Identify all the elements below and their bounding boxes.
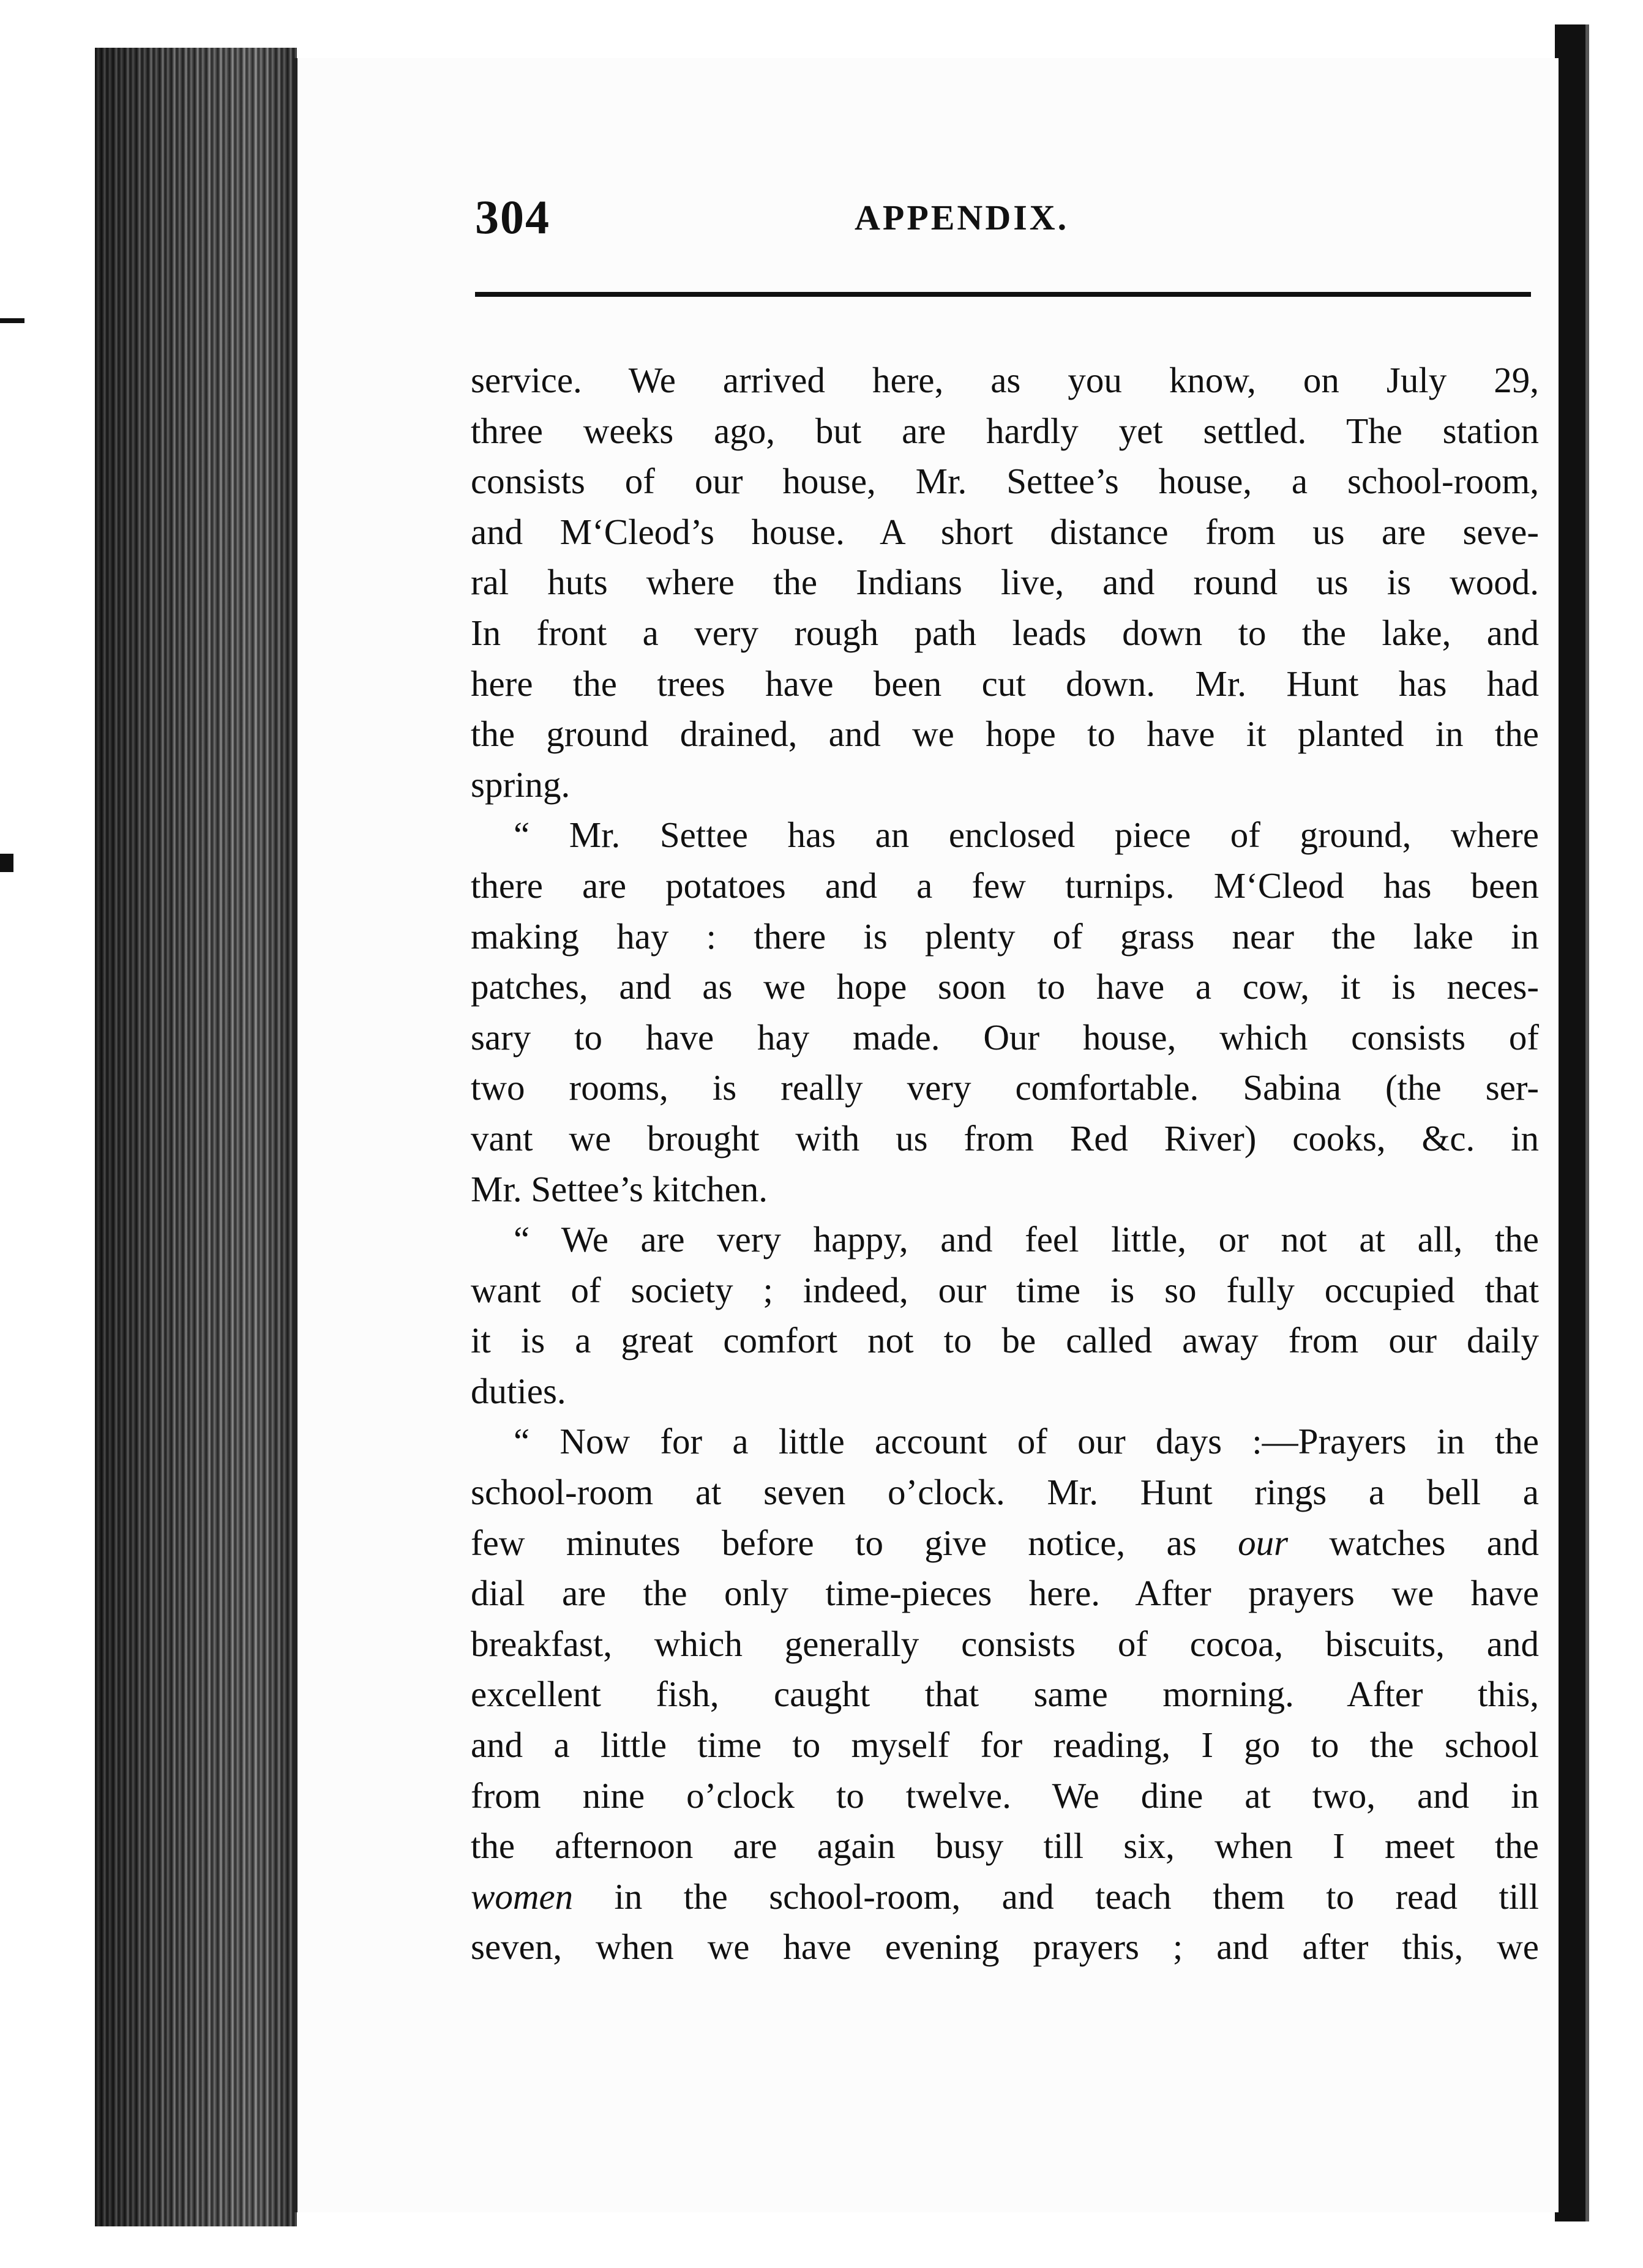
text-line: consists of our house, Mr. Settee’s house, a school-room, — [471, 461, 1539, 502]
binding-edge — [1555, 24, 1585, 2221]
text-line: dial are the only time-pieces here. After prayers we have — [471, 1573, 1539, 1614]
text-line: there are potatoes and a few turnips. M‘Cleod has been — [471, 865, 1539, 906]
text-line: seven, when we have evening prayers ; and after this, we — [471, 1927, 1539, 1968]
binding-edge-highlight — [1585, 24, 1589, 2221]
text-line: it is a great comfort not to be called away from our daily — [471, 1320, 1539, 1361]
text-line: “ Mr. Settee has an enclosed piece of ground, where — [514, 815, 1539, 856]
text-line: patches, and as we hope soon to have a cow, it is neces- — [471, 966, 1539, 1007]
text-line: duties. — [471, 1370, 566, 1411]
text-line: and M‘Cleod’s house. A short distance from us are seve- — [471, 511, 1539, 552]
running-head: APPENDIX. — [855, 198, 1069, 237]
text-line: want of society ; indeed, our time is so fully occupied that — [471, 1269, 1539, 1310]
scan-speck — [0, 318, 24, 323]
scan-speck — [0, 854, 13, 872]
page-edge-stack — [95, 48, 297, 2226]
text-line — [471, 1871, 1539, 1922]
text-run: watches and — [1288, 1522, 1539, 1563]
text-line: “ Now for a little account of our days :—Prayers in the — [514, 1421, 1539, 1462]
text-line: In front a very rough path leads down to the lake, and — [471, 612, 1539, 653]
text-line: and a little time to myself for reading, I go to the school — [471, 1725, 1539, 1766]
text-run: few minutes before to give notice, as — [471, 1522, 1238, 1563]
text-line: vant we brought with us from Red River) cooks, &c. in — [471, 1117, 1539, 1158]
text-line: school-room at seven o’clock. Mr. Hunt rings a bell a — [471, 1472, 1539, 1513]
text-line: spring. — [471, 764, 571, 805]
italic-word: our — [1238, 1522, 1289, 1563]
text-line: from nine o’clock to twelve. We dine at two, and in — [471, 1775, 1539, 1816]
text-line: two rooms, is really very comfortable. Sabina (the ser- — [471, 1067, 1539, 1108]
printed-page — [294, 58, 1559, 2212]
text-line: “ We are very happy, and feel little, or not at all, the — [514, 1219, 1539, 1260]
text-line: Mr. Settee’s kitchen. — [471, 1168, 768, 1209]
text-line: ral huts where the Indians live, and round us is wood. — [471, 562, 1539, 603]
page-number: 304 — [475, 190, 550, 244]
text-line: breakfast, which generally consists of cocoa, biscuits, and — [471, 1623, 1539, 1664]
text-line: service. We arrived here, as you know, on July 29, — [471, 360, 1539, 400]
text-line: sary to have hay made. Our house, which consists of — [471, 1016, 1539, 1058]
text-line: the afternoon are again busy till six, when I meet the — [471, 1826, 1539, 1867]
text-line: the ground drained, and we hope to have it planted in the — [471, 714, 1539, 755]
text-line — [471, 1518, 1539, 1569]
text-line: excellent fish, caught that same morning. After this, — [471, 1674, 1539, 1715]
text-line: three weeks ago, but are hardly yet settled. The station — [471, 410, 1539, 451]
page-header — [475, 190, 1528, 257]
text-line: making hay : there is plenty of grass near the lake in — [471, 916, 1539, 957]
text-line: here the trees have been cut down. Mr. Hunt has had — [471, 663, 1539, 704]
body-text — [471, 355, 1539, 1972]
italic-word: women — [471, 1876, 574, 1917]
header-rule — [475, 292, 1531, 297]
text-run: in the school-room, and teach them to read till — [573, 1876, 1539, 1917]
